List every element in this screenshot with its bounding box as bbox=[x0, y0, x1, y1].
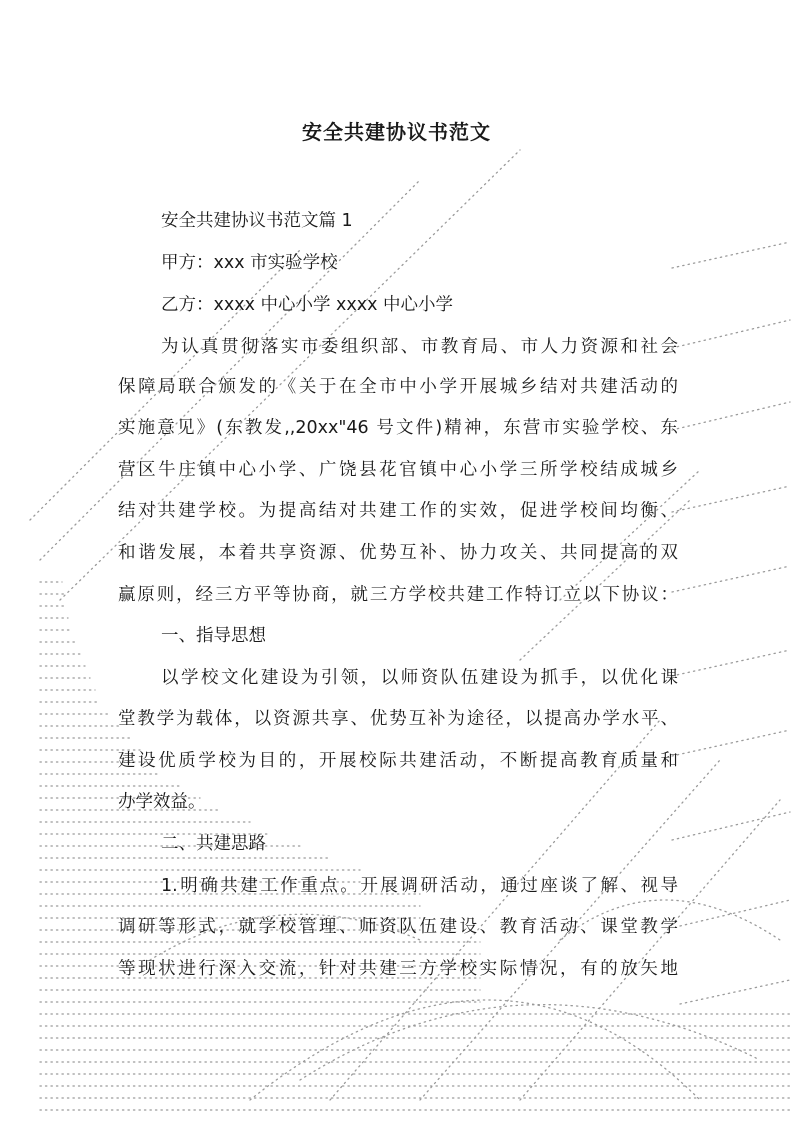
body-line: 等现状进行深入交流，针对共建三方学校实际情况，有的放矢地 bbox=[118, 959, 678, 979]
body-line: 建设优质学校为目的，开展校际共建活动，不断提高教育质量和 bbox=[118, 751, 678, 771]
body-line: 营区牛庄镇中心小学、广饶县花官镇中心小学三所学校结成城乡 bbox=[118, 460, 678, 480]
body-line: 甲方：xxx 市实验学校 bbox=[161, 253, 338, 273]
body-line: 堂教学为载体，以资源共享、优势互补为途径，以提高办学水平、 bbox=[118, 709, 678, 729]
body-line: 为认真贯彻落实市委组织部、市教育局、市人力资源和社会 bbox=[161, 337, 678, 357]
body-line: 赢原则，经三方平等协商，就三方学校共建工作特订立以下协议： bbox=[118, 585, 678, 605]
body-line: 以学校文化建设为引领，以师资队伍建设为抓手，以优化课 bbox=[161, 668, 678, 688]
body-line: 保障局联合颁发的《关于在全市中小学开展城乡结对共建活动的 bbox=[118, 377, 678, 397]
document-title: 安全共建协议书范文 bbox=[302, 120, 491, 144]
body-line: 办学效益。 bbox=[118, 792, 206, 812]
body-line: 实施意见》(东教发,,20xx"46 号文件)精神，东营市实验学校、东 bbox=[118, 418, 678, 438]
body-line: 和谐发展，本着共享资源、优势互补、协力攻关、共同提高的双 bbox=[118, 543, 678, 563]
body-line: 结对共建学校。为提高结对共建工作的实效，促进学校间均衡、 bbox=[118, 501, 678, 521]
body-line: 1.明确共建工作重点。开展调研活动，通过座谈了解、视导 bbox=[161, 876, 678, 896]
body-line: 安全共建协议书范文篇 1 bbox=[161, 211, 353, 231]
body-line: 二、共建思路 bbox=[161, 834, 266, 854]
body-line: 一、指导思想 bbox=[161, 626, 266, 646]
body-line: 乙方：xxxx 中心小学 xxxx 中心小学 bbox=[161, 295, 454, 315]
body-line: 调研等形式，就学校管理、师资队伍建设、教育活动、课堂教学 bbox=[118, 917, 678, 937]
